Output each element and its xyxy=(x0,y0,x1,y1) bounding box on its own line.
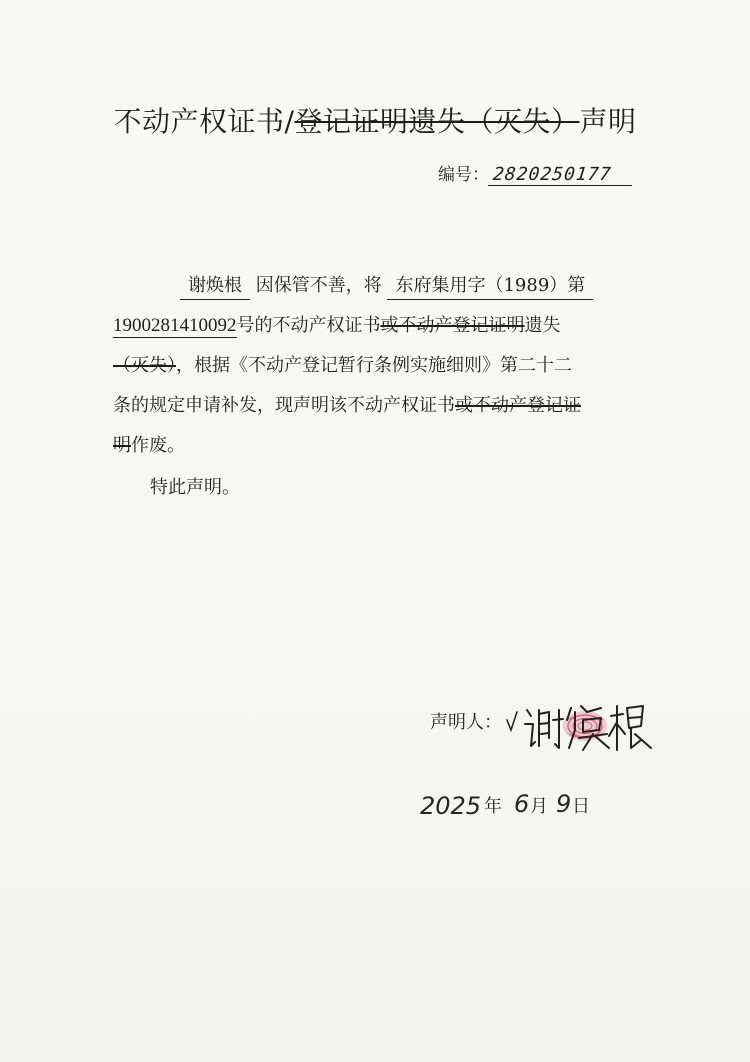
closing-line: 特此声明。 xyxy=(150,477,240,498)
struck-text-2: （灭失） xyxy=(113,355,176,376)
body-line-4 xyxy=(113,394,581,418)
date-year: 2025 xyxy=(420,792,482,820)
body-line-5 xyxy=(113,434,185,458)
date-day-suffix: 日 xyxy=(572,796,590,817)
body-text-6: 作废。 xyxy=(131,435,185,456)
struck-text-1: 或不动产登记证明 xyxy=(380,315,525,336)
title-part1: 不动产权证书/ xyxy=(113,105,295,138)
cert-number: 1900281410092 xyxy=(113,315,237,336)
body-line-1 xyxy=(180,274,593,300)
page-title xyxy=(0,100,750,140)
declarant-label: 声明人： xyxy=(430,712,502,733)
serial-number xyxy=(438,160,633,186)
signature-drawing xyxy=(505,690,655,760)
date-year-suffix: 年 xyxy=(484,796,502,817)
serial-label: 编号： xyxy=(438,165,489,185)
date-day: 9 xyxy=(556,790,572,818)
date-month: 6 xyxy=(514,790,530,818)
body-text-4: ，根据《不动产登记暂行条例实施细则》第二十二 xyxy=(176,355,572,376)
struck-text-3b: 明 xyxy=(113,435,131,456)
struck-text-3a: 或不动产登记证 xyxy=(455,395,581,416)
serial-value: 2820250177 xyxy=(488,164,634,186)
body-line-2 xyxy=(113,314,561,338)
body-text-5: 条的规定申请补发，现声明该不动产权证书 xyxy=(113,395,455,416)
handwritten-date xyxy=(420,786,590,836)
cert-word: 东府集用字（1989）第 xyxy=(387,274,593,300)
title-part3: 声明 xyxy=(579,105,637,138)
body-text-3: 遗失 xyxy=(524,315,561,336)
date-month-suffix: 月 xyxy=(530,796,548,817)
body-line-3 xyxy=(113,354,572,378)
body-text-2: 号的不动产权证书 xyxy=(236,315,381,336)
title-struck-part: 登记证明遗失（灭失） xyxy=(294,105,580,138)
declarant-name: 谢焕根 xyxy=(180,274,250,300)
handwritten-signature xyxy=(505,690,655,760)
body-text-1: 因保管不善，将 xyxy=(255,275,382,296)
